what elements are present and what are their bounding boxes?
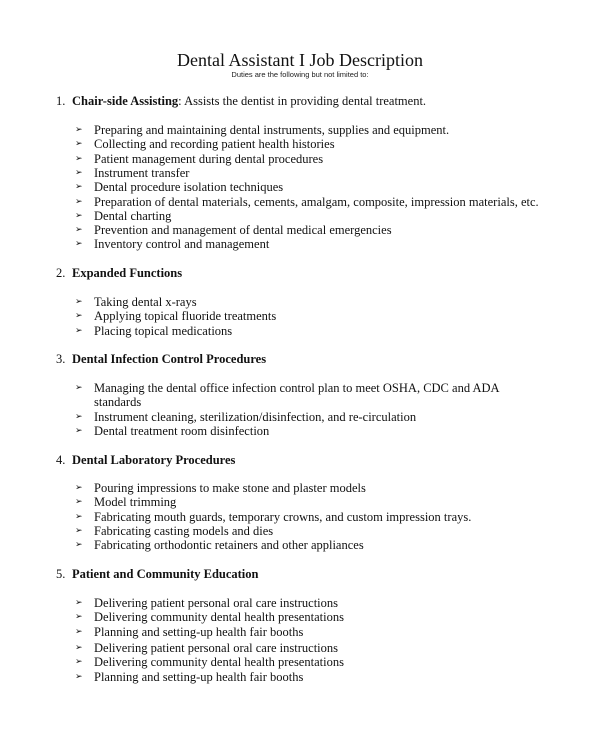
list-item: ➢ Pouring impressions to make stone and plaster models bbox=[75, 481, 366, 495]
section-number: 1. bbox=[56, 94, 66, 108]
arrow-bullet-icon: ➢ bbox=[75, 196, 83, 207]
list-item: ➢ Instrument transfer bbox=[75, 165, 190, 180]
list-item: ➢ Planning and setting-up health fair booths bbox=[75, 669, 304, 684]
arrow-bullet-icon: ➢ bbox=[75, 540, 83, 551]
list-item: ➢ Instrument cleaning, sterilization/disinfection, and re-circulation bbox=[75, 409, 417, 424]
section-label: Patient and Community Education bbox=[72, 567, 259, 581]
list-item: ➢ Preparation of dental materials, cements, amalgam, composite, impression materials, etc. bbox=[75, 194, 539, 209]
list-item: ➢ Model trimming bbox=[75, 495, 177, 510]
arrow-bullet-icon: ➢ bbox=[75, 425, 83, 436]
list-item: ➢ Prevention and management of dental medical emergencies bbox=[75, 223, 392, 238]
arrow-bullet-icon: ➢ bbox=[75, 626, 83, 637]
list-item: ➢ Managing the dental office infection control plan to meet OSHA, CDC and ADA standards bbox=[75, 381, 499, 410]
section-label: Chair-side Assisting bbox=[72, 94, 179, 108]
section-heading bbox=[56, 453, 235, 468]
arrow-bullet-icon: ➢ bbox=[75, 511, 83, 522]
section-description: : Assists the dentist in providing dental treatment. bbox=[178, 94, 427, 108]
arrow-bullet-icon: ➢ bbox=[75, 671, 83, 682]
arrow-bullet-icon: ➢ bbox=[75, 167, 83, 178]
page-subtitle: Duties are the following but not limited to: bbox=[231, 70, 369, 79]
arrow-bullet-icon: ➢ bbox=[75, 297, 83, 307]
arrow-bullet-icon: ➢ bbox=[75, 225, 83, 236]
list-item: ➢ Dental procedure isolation techniques bbox=[75, 180, 284, 195]
arrow-bullet-icon: ➢ bbox=[75, 182, 83, 193]
arrow-bullet-icon: ➢ bbox=[75, 483, 83, 493]
list-item: ➢ Fabricating orthodontic retainers and other appliances bbox=[75, 538, 364, 553]
list-item: ➢ Taking dental x-rays bbox=[75, 295, 197, 309]
list-item: ➢ Delivering community dental health presentations bbox=[75, 610, 344, 625]
arrow-bullet-icon: ➢ bbox=[75, 239, 83, 250]
list-item: ➢ Collecting and recording patient health histories bbox=[75, 137, 335, 152]
list-item: ➢ Planning and setting-up health fair booths bbox=[75, 624, 304, 639]
section-label: Expanded Functions bbox=[72, 266, 183, 280]
list-item: ➢ Fabricating casting models and dies bbox=[75, 523, 274, 538]
arrow-bullet-icon: ➢ bbox=[75, 125, 83, 135]
arrow-bullet-icon: ➢ bbox=[75, 657, 83, 668]
section-heading bbox=[56, 266, 182, 281]
arrow-bullet-icon: ➢ bbox=[75, 598, 83, 608]
arrow-bullet-icon: ➢ bbox=[75, 525, 83, 536]
list-item: ➢ Patient management during dental procedures bbox=[75, 151, 324, 166]
arrow-bullet-icon: ➢ bbox=[75, 153, 83, 164]
list-item: ➢ Placing topical medications bbox=[75, 323, 233, 338]
list-item: ➢ Preparing and maintaining dental instruments, supplies and equipment. bbox=[75, 123, 450, 137]
section-label: Dental Infection Control Procedures bbox=[72, 352, 267, 366]
arrow-bullet-icon: ➢ bbox=[75, 612, 83, 623]
arrow-bullet-icon: ➢ bbox=[75, 497, 83, 508]
arrow-bullet-icon: ➢ bbox=[75, 139, 83, 150]
arrow-bullet-icon: ➢ bbox=[75, 383, 83, 393]
list-item: ➢ Inventory control and management bbox=[75, 237, 270, 252]
section-label: Dental Laboratory Procedures bbox=[72, 453, 236, 467]
arrow-bullet-icon: ➢ bbox=[75, 643, 83, 653]
list-item: ➢ Delivering patient personal oral care instructions bbox=[75, 641, 339, 655]
section-heading bbox=[56, 567, 258, 582]
arrow-bullet-icon: ➢ bbox=[75, 325, 83, 336]
section-number: 2. bbox=[56, 266, 66, 280]
page-title: Dental Assistant I Job Description bbox=[177, 50, 423, 70]
list-item: ➢ Applying topical fluoride treatments bbox=[75, 309, 277, 324]
arrow-bullet-icon: ➢ bbox=[75, 210, 83, 221]
section-heading bbox=[56, 352, 266, 367]
section-number: 4. bbox=[56, 453, 66, 467]
list-item: ➢ Delivering community dental health presentations bbox=[75, 655, 344, 670]
list-item: ➢ Delivering patient personal oral care instructions bbox=[75, 596, 339, 610]
section-number: 5. bbox=[56, 567, 66, 581]
list-item: ➢ Dental treatment room disinfection bbox=[75, 423, 270, 438]
list-item: ➢ Dental charting bbox=[75, 208, 172, 223]
section-number: 3. bbox=[56, 352, 66, 366]
arrow-bullet-icon: ➢ bbox=[75, 411, 83, 422]
arrow-bullet-icon: ➢ bbox=[75, 311, 83, 322]
list-item: ➢ Fabricating mouth guards, temporary crowns, and custom impression trays. bbox=[75, 509, 472, 524]
section-heading bbox=[56, 94, 426, 109]
